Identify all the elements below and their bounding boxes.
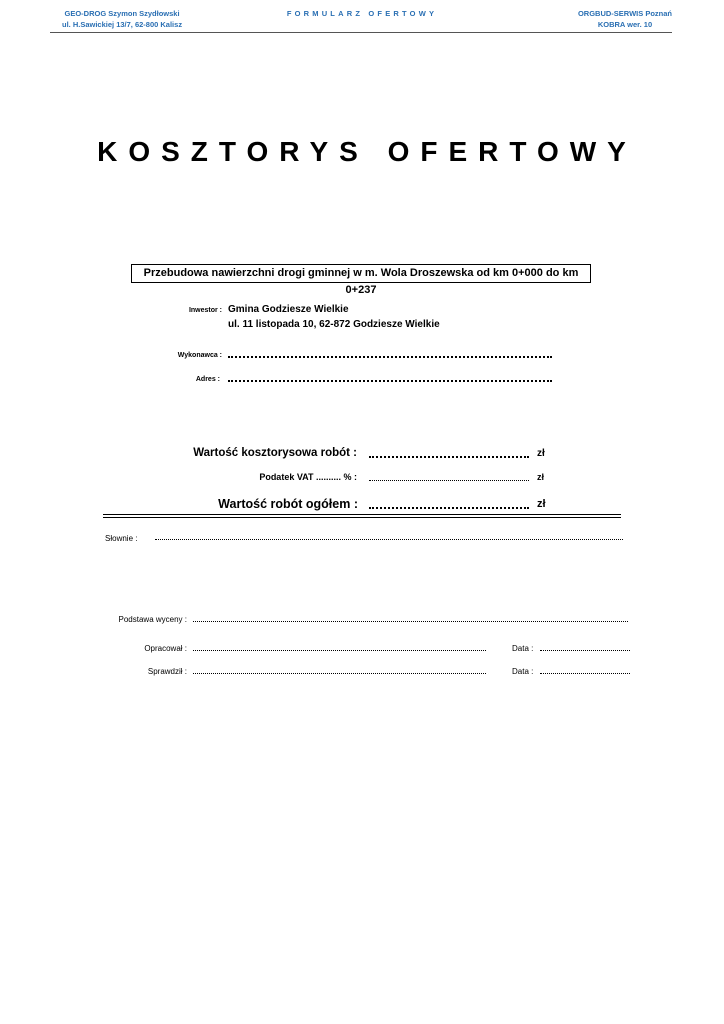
header-company-name: GEO-DROG Szymon Szydłowski: [64, 9, 180, 18]
prepared-by-field[interactable]: [193, 650, 486, 651]
vat-label: Podatek VAT .......... % :: [259, 472, 357, 482]
pricing-basis-field[interactable]: [193, 621, 628, 622]
header-software-version: KOBRA wer. 10: [597, 20, 653, 29]
contractor-field[interactable]: [228, 356, 552, 358]
project-name-box: Przebudowa nawierzchni drogi gminnej w m. Wola Droszewska od km 0+000 do km 0+237: [131, 264, 591, 283]
header-divider: [50, 32, 672, 33]
header-form-title: FORMULARZ OFERTOWY: [286, 9, 438, 18]
vat-field[interactable]: [369, 480, 529, 481]
checked-by-field[interactable]: [193, 673, 486, 674]
total-value-field[interactable]: [369, 507, 529, 509]
checked-date-field[interactable]: [540, 673, 630, 674]
estimate-value-field[interactable]: [369, 456, 529, 458]
pricing-basis-label: Podstawa wyceny :: [118, 615, 187, 624]
summary-divider: [103, 514, 621, 518]
estimate-currency: zł: [537, 448, 545, 459]
contractor-label: Wykonawca :: [177, 352, 222, 359]
checked-date-label: Data :: [512, 667, 534, 676]
prepared-by-label: Opracował :: [144, 644, 187, 653]
header-company-address: ul. H.Sawickiej 13/7, 62-800 Kalisz: [62, 20, 183, 29]
contractor-address-field[interactable]: [228, 380, 552, 382]
header-right: [578, 8, 672, 30]
header-software-vendor: ORGBUD-SERWIS Poznań: [577, 9, 672, 18]
investor-name: Gmina Godziesze Wielkie: [228, 304, 349, 315]
checked-by-label: Sprawdził :: [147, 667, 187, 676]
prepared-date-label: Data :: [512, 644, 534, 653]
estimate-value-label: Wartość kosztorysowa robót :: [193, 447, 357, 459]
in-words-field[interactable]: [155, 539, 623, 540]
vat-currency: zł: [537, 472, 545, 482]
document-title: KOSZTORYS OFERTOWY: [97, 136, 637, 167]
in-words-label: Słownie :: [105, 534, 138, 543]
investor-address: ul. 11 listopada 10, 62-872 Godziesze Wielkie: [228, 319, 440, 330]
investor-label: Inwestor :: [188, 307, 222, 314]
prepared-date-field[interactable]: [540, 650, 630, 651]
contractor-address-label: Adres :: [195, 376, 220, 383]
total-value-label: Wartość robót ogółem :: [218, 497, 358, 511]
total-currency: zł: [537, 498, 546, 510]
